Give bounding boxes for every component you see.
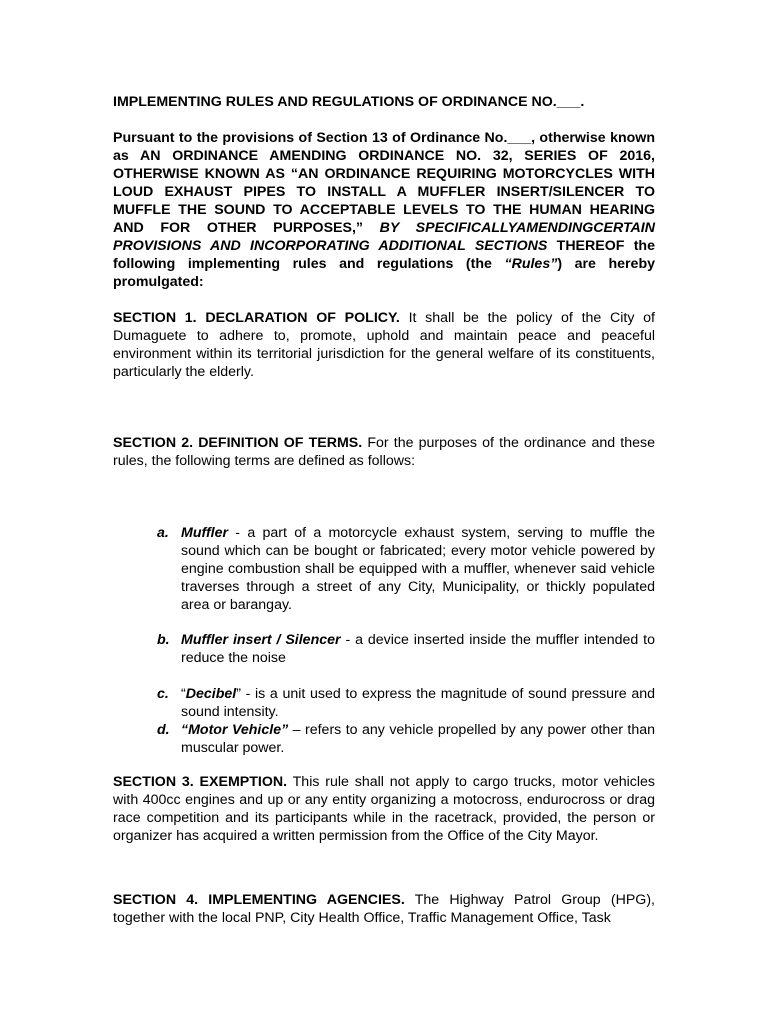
document-title: IMPLEMENTING RULES AND REGULATIONS OF ORDINANCE NO.___.: [113, 94, 585, 110]
list-item: [157, 721, 655, 757]
definition-body: - a device inserted inside the muffler intended to reduce the noise: [181, 632, 655, 666]
section-2-heading: SECTION 2. DEFINITION OF TERMS.: [113, 435, 363, 451]
section-2-body: For the purposes of the ordinance and these rules, the following terms are defined as follows:: [113, 435, 655, 469]
definition-term: Muffler: [181, 525, 229, 541]
preamble-rules-term: “Rules”: [504, 256, 558, 272]
list-item: [157, 524, 655, 614]
definition-term: Decibel: [185, 686, 237, 702]
preamble-text: Pursuant to the provisions of Section 13 of Ordinance No.___, otherwise known as AN ORDINANCE AMENDING ORDINANCE NO. 32, SERIES OF 2016, OTHERWISE KNOWN AS “AN ORDINANCE REQUIRING MOTORCYCLES WITH LOUD EXHAUST PIPES TO INSTALL A MUFFLER INSERT/SILENCER TO MUFFLE THE SOUND TO ACCEPTABLE LEVELS TO THE HUMAN HEARING AND FOR OTHER PURPOSES,”: [113, 130, 655, 236]
list-item: [157, 631, 655, 667]
section-4-heading: SECTION 4. IMPLEMENTING AGENCIES.: [113, 892, 405, 908]
section-1-body: It shall be the policy of the City of Dumaguete to adhere to, promote, uphold and maintain peace and peaceful environment within its territorial jurisdiction for the general welfare of its constituents, particularly the elderly.: [113, 310, 655, 380]
list-item: [157, 685, 655, 721]
section-1-heading: SECTION 1. DECLARATION OF POLICY.: [113, 310, 400, 326]
section-2: [113, 434, 655, 470]
section-4: [113, 891, 655, 927]
list-marker: b.: [157, 632, 170, 648]
definition-body: – refers to any vehicle propelled by any power other than muscular power.: [181, 722, 655, 756]
list-marker: a.: [157, 525, 169, 541]
section-1: [113, 309, 655, 381]
preamble-emphasis: BY SPECIFICALLYAMENDINGCERTAIN PROVISIONS AND INCORPORATING ADDITIONAL SECTIONS: [113, 220, 655, 254]
definition-body: - is a unit used to express the magnitude of sound pressure and sound intensity.: [181, 686, 655, 720]
definition-body: - a part of a motorcycle exhaust system, serving to muffle the sound which can be bought or fabricated; every motor vehicle powered by engine combustion shall be equipped with a muffler, whenever said vehicle traverses through a street of any City, Municipality, or thickly populated area or barangay.: [181, 525, 655, 613]
preamble-paragraph: [113, 129, 655, 291]
section-3-heading: SECTION 3. EXEMPTION.: [113, 774, 288, 790]
definition-term: Muffler insert / Silencer: [181, 632, 341, 648]
definition-open-quote: “: [181, 686, 186, 702]
section-3-body: This rule shall not apply to cargo trucks, motor vehicles with 400cc engines and up or any entity organizing a motocross, endurocross or drag race competition and its participants while in the racetrack, provided, the person or organizer has acquired a written permission from the Office of the City Mayor.: [113, 774, 656, 844]
section-3: [113, 773, 655, 845]
preamble-text-continued: THEREOF the following implementing rules and regulations (the: [113, 238, 655, 272]
section-4-body: The Highway Patrol Group (HPG), together with the local PNP, City Health Office, Traffic Management Office, Task: [113, 892, 655, 926]
list-marker: c.: [157, 686, 169, 702]
definition-close-quote: ”: [236, 686, 241, 702]
definition-term: “Motor Vehicle”: [181, 722, 289, 738]
preamble-text-end: ) are hereby promulgated:: [113, 256, 655, 290]
list-marker: d.: [157, 722, 170, 738]
